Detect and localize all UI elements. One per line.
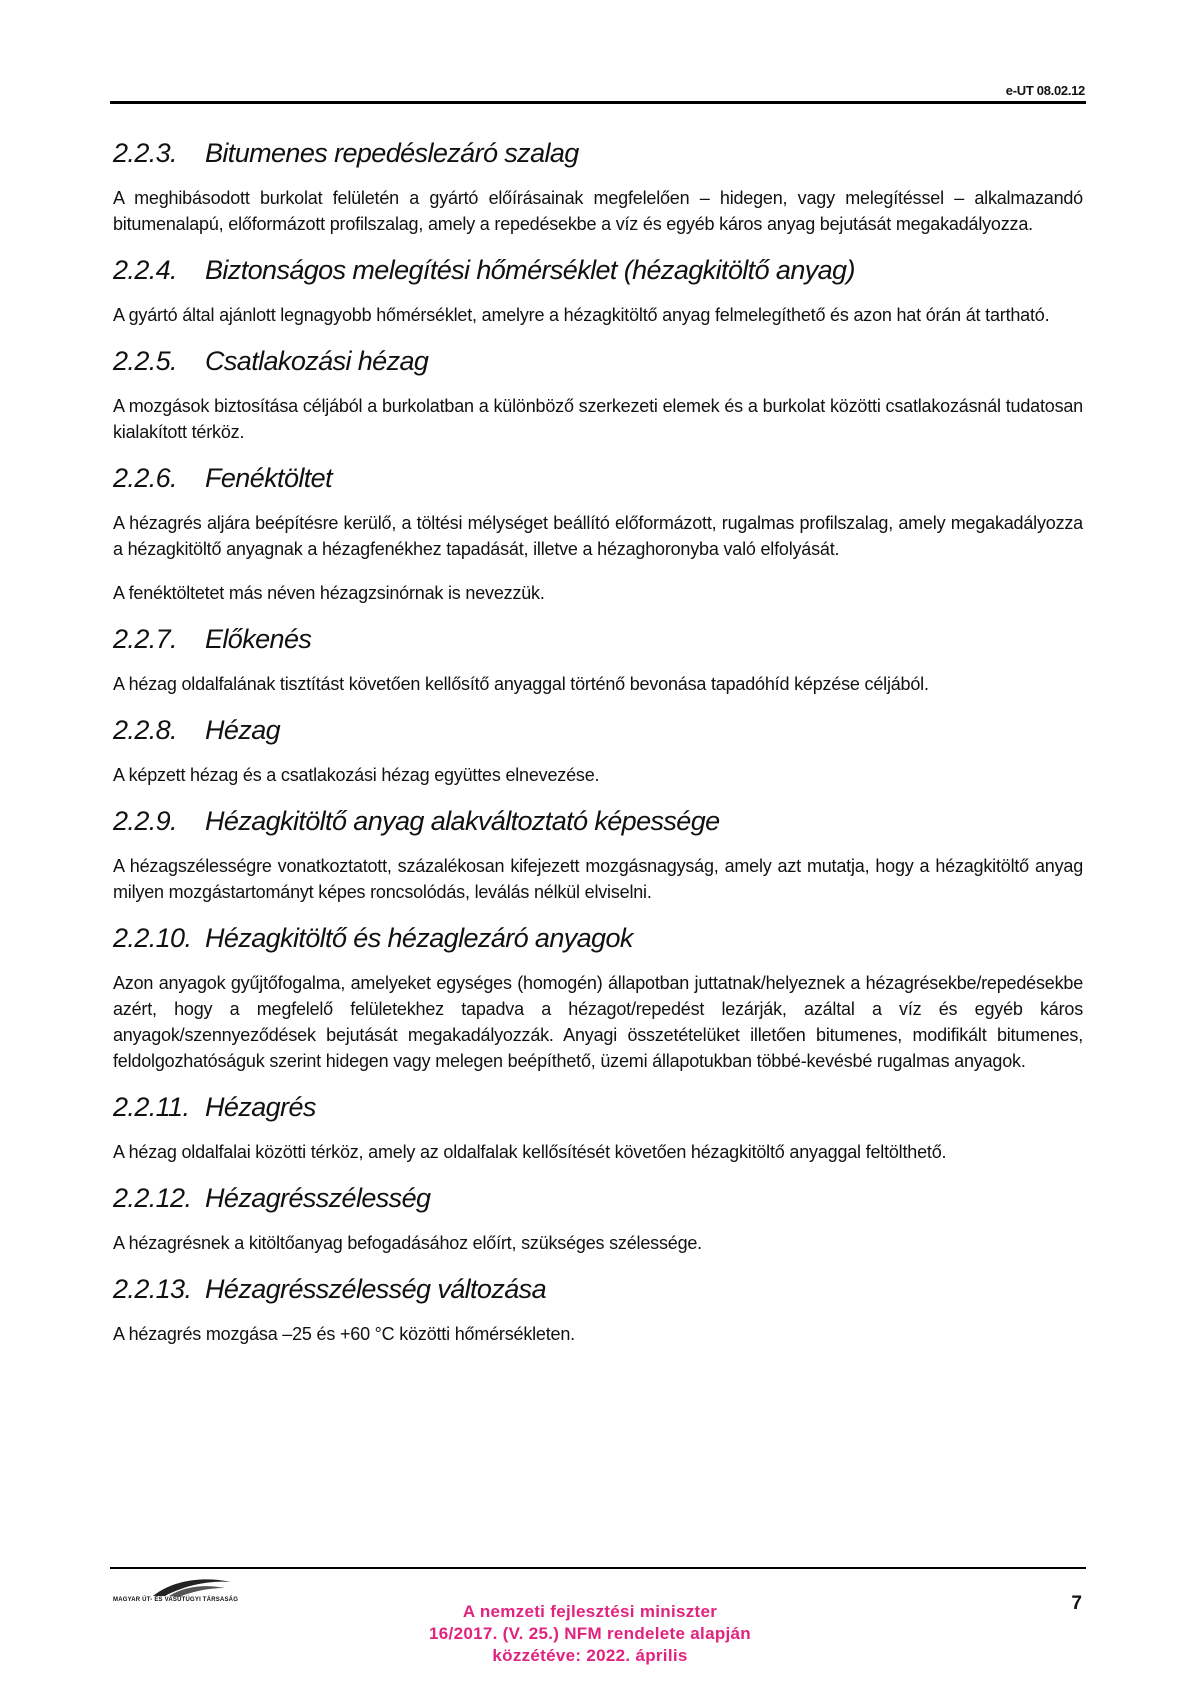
section-number: 2.2.10.	[113, 923, 192, 953]
section-2-2-3	[113, 138, 1083, 237]
section-number: 2.2.3.	[113, 138, 177, 168]
section-title: Hézagrésszélesség	[205, 1183, 431, 1213]
section-number: 2.2.4.	[113, 255, 177, 285]
section-heading	[113, 463, 1083, 494]
section-2-2-12	[113, 1183, 1083, 1256]
section-title: Biztonságos melegítési hőmérséklet (hézagkitöltő anyag)	[205, 255, 855, 285]
section-heading	[113, 1274, 1083, 1305]
section-2-2-4	[113, 255, 1083, 328]
section-2-2-9	[113, 806, 1083, 905]
section-2-2-8	[113, 715, 1083, 788]
stamp-line: közzétéve: 2022. április	[492, 1646, 688, 1665]
section-heading	[113, 1183, 1083, 1214]
section-title: Hézagkitöltő és hézaglezáró anyagok	[205, 923, 633, 953]
section-title: Hézagrésszélesség változása	[205, 1274, 546, 1304]
section-heading	[113, 923, 1083, 954]
section-paragraph: A hézagszélességre vonatkoztatott, százalékosan kifejezett mozgásnagyság, amely azt mutatja, hogy a hézagkitöltő anyag milyen mozgástartományt képes roncsolódás, leválás nélkül elviselni.	[113, 856, 1083, 902]
section-number: 2.2.5.	[113, 346, 177, 376]
section-paragraph: A hézag oldalfalai közötti térköz, amely az oldalfalak kellősítését követően hézagkitöltő anyaggal feltölthető.	[113, 1142, 947, 1162]
section-2-2-10	[113, 923, 1083, 1074]
section-2-2-11	[113, 1092, 1083, 1165]
section-paragraph: A mozgások biztosítása céljából a burkolatban a különböző szerkezeti elemek és a burkolat közötti csatlakozásnál tudatosan kialakított térköz.	[113, 396, 1083, 442]
section-number: 2.2.13.	[113, 1274, 192, 1304]
page-number: 7	[1071, 1593, 1082, 1614]
section-heading	[113, 138, 1083, 169]
organization-logo-icon	[113, 1574, 263, 1616]
section-paragraph: A hézagrésnek a kitöltőanyag befogadásához előírt, szükséges szélessége.	[113, 1233, 702, 1253]
section-heading	[113, 255, 1083, 286]
stamp-line: A nemzeti fejlesztési miniszter	[462, 1602, 718, 1621]
section-number: 2.2.8.	[113, 715, 177, 745]
section-title: Előkenés	[205, 624, 312, 654]
section-2-2-6	[113, 463, 1083, 606]
section-paragraph: A képzett hézag és a csatlakozási hézag együttes elnevezése.	[113, 765, 600, 785]
section-paragraph: Azon anyagok gyűjtőfogalma, amelyeket egységes (homogén) állapotban juttatnak/helyeznek a hézagrésekbe/repedésekbe azért, hogy a megfelelő felületekhez tapadva a hézagot/repedést lezárják, azáltal a víz és egyéb káros anyagok/szennyeződések bejutását megakadályozzák. Anyagi összetételüket illetően bitumenes, modifikált bitumenes, feldolgozhatóságuk szerint hidegen vagy melegen beépíthető, üzemi állapotukban többé-kevésbé rugalmas anyagok.	[113, 973, 1083, 1071]
document-code: e-UT 08.02.12	[1005, 83, 1085, 98]
section-number: 2.2.7.	[113, 624, 177, 654]
section-number: 2.2.12.	[113, 1183, 192, 1213]
section-title: Hézagkitöltő anyag alakváltoztató képessége	[205, 806, 720, 836]
section-heading	[113, 346, 1083, 377]
footer-divider	[110, 1567, 1086, 1569]
section-paragraph: A meghibásodott burkolat felületén a gyártó előírásainak megfelelően – hidegen, vagy melegítéssel – alkalmazandó bitumenalapú, előformázott profilszalag, amely a repedésekbe a víz és egyéb káros anyag bejutását megakadályozza.	[113, 188, 1083, 234]
publication-stamp	[390, 1601, 790, 1667]
section-2-2-13	[113, 1274, 1083, 1347]
document-body	[113, 138, 1083, 1365]
section-number: 2.2.9.	[113, 806, 177, 836]
section-2-2-7	[113, 624, 1083, 697]
header-divider	[110, 101, 1086, 104]
section-title: Bitumenes repedéslezáró szalag	[205, 138, 579, 168]
section-title: Hézag	[205, 715, 281, 745]
section-paragraph: A hézag oldalfalának tisztítást követően kellősítő anyaggal történő bevonása tapadóhíd képzése céljából.	[113, 674, 929, 694]
section-paragraph: A fenéktöltetet más néven hézagzsinórnak is nevezzük.	[113, 583, 545, 603]
section-heading	[113, 1092, 1083, 1123]
section-number: 2.2.6.	[113, 463, 177, 493]
section-title: Csatlakozási hézag	[205, 346, 429, 376]
section-number: 2.2.11.	[113, 1092, 190, 1122]
section-paragraph: A hézagrés mozgása –25 és +60 °C közötti hőmérsékleten.	[113, 1324, 575, 1344]
section-heading	[113, 806, 1083, 837]
section-2-2-5	[113, 346, 1083, 445]
stamp-line: 16/2017. (V. 25.) NFM rendelete alapján	[429, 1624, 751, 1643]
section-paragraph: A gyártó által ajánlott legnagyobb hőmérséklet, amelyre a hézagkitöltő anyag felmelegíthető és azon hat órán át tartható.	[113, 305, 1050, 325]
section-title: Fenéktöltet	[205, 463, 332, 493]
section-heading	[113, 715, 1083, 746]
section-heading	[113, 624, 1083, 655]
organization-logo-text: MAGYAR ÚT- ÉS VASÚTÜGYI TÁRSASÁG	[113, 1597, 239, 1603]
section-title: Hézagrés	[205, 1092, 316, 1122]
section-paragraph: A hézagrés aljára beépítésre kerülő, a töltési mélységet beállító előformázott, rugalmas profilszalag, amely megakadályozza a hézagkitöltő anyagnak a hézagfenékhez tapadását, illetve a hézaghoronyba való elfolyását.	[113, 513, 1083, 559]
